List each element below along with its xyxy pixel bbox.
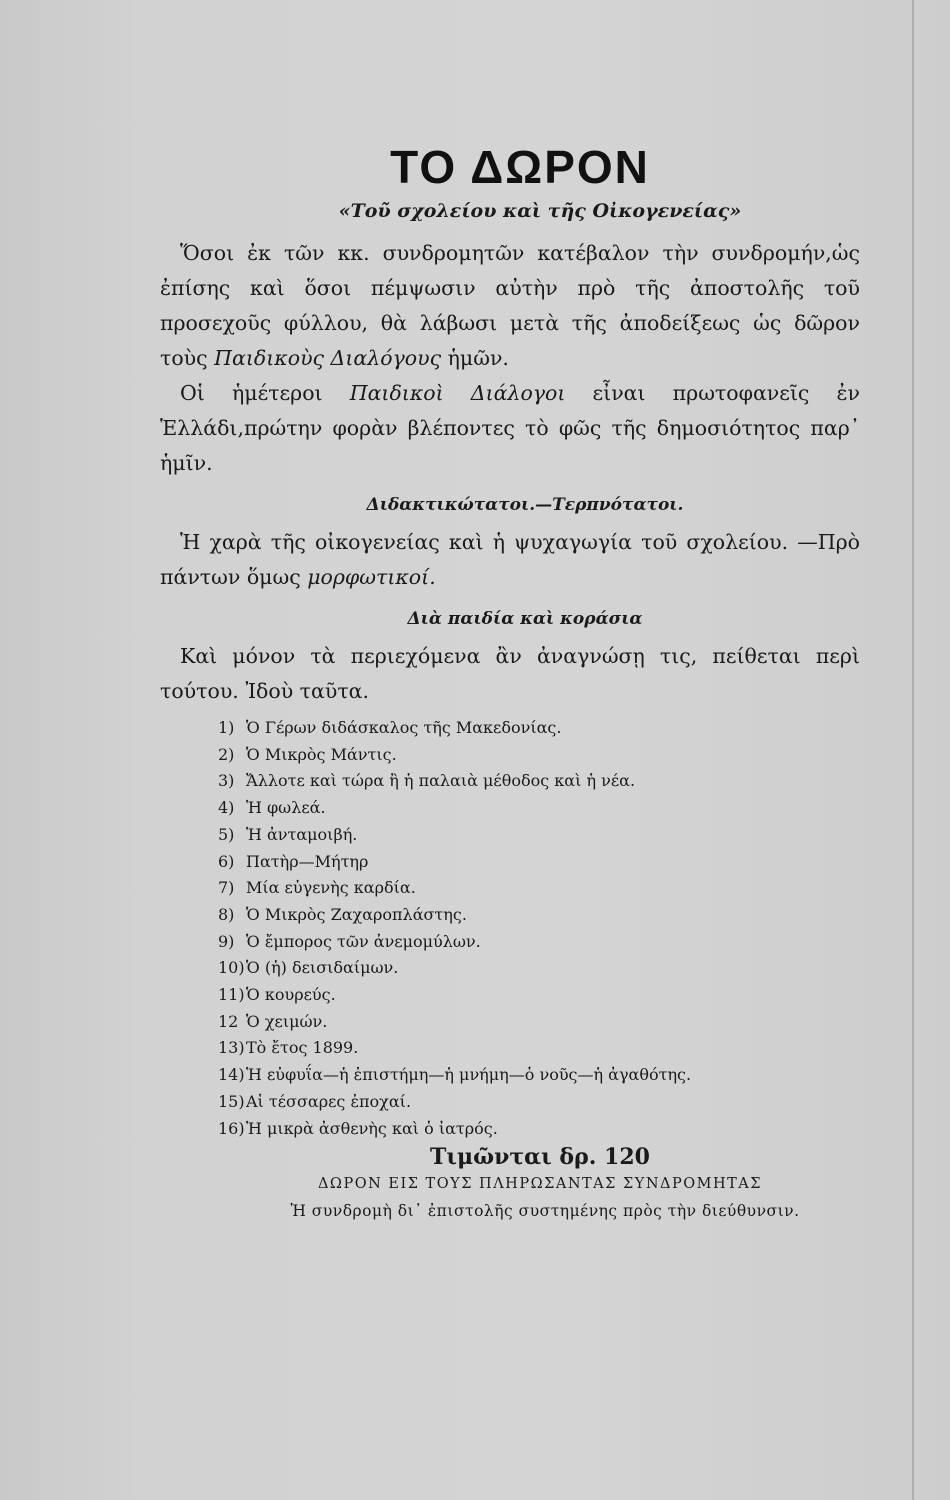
list-item <box>218 1035 860 1062</box>
list-item-number: 4) <box>218 798 235 818</box>
paragraph-text: Ἡ χαρὰ τῆς οἰκογενείας καὶ ἡ ψυχαγωγία τοῦ σχολείου. —Πρὸ πάντων ὅμως <box>160 530 860 589</box>
gift-caps-line: ΔΩΡΟΝ ΕΙΣ ΤΟΥΣ ΠΛΗΡΩΣΑΝΤΑΣ ΣΥΝΔΡΟΜΗΤΑΣ <box>317 1176 763 1193</box>
list-item-text: Ἄλλοτε καὶ τώρα ἢ ἡ παλαιὰ μέθοδος καὶ ἡ νέα. <box>246 771 636 791</box>
list-item <box>218 1089 860 1116</box>
list-item-number: 15) <box>218 1091 245 1111</box>
paragraph-joy <box>160 525 860 595</box>
list-item-number: 6) <box>218 851 235 871</box>
list-item <box>218 1009 860 1036</box>
section-heading-didactic: Διδακτικώτατοι.—Τερπνότατοι. <box>366 495 684 515</box>
page-text-block <box>160 130 860 1220</box>
list-item-text: Μία εὐγενὴς καρδία. <box>246 878 416 898</box>
list-item <box>218 795 860 822</box>
list-item <box>218 822 860 849</box>
list-item <box>218 982 860 1009</box>
list-item-text: Ὁ Γέρων διδάσκαλος τῆς Μακεδονίας. <box>246 718 562 737</box>
list-item-text: Ἡ μικρὰ ἀσθενὴς καὶ ὁ ἰατρός. <box>246 1118 498 1138</box>
page-fold-line <box>912 0 914 1500</box>
list-item-text: Ὁ Μικρὸς Ζαχαροπλάστης. <box>246 904 467 924</box>
subscription-note: Ἡ συνδρομὴ δι᾿ ἐπιστολῆς συστημένης πρὸς τὴν διεύθυνσιν. <box>290 1202 800 1221</box>
list-item-text: Ἡ φωλεά. <box>246 798 326 818</box>
list-item-text: Ἡ ἀνταμοιβή. <box>246 824 358 844</box>
page-title: ΤΟ ΔΩΡΟΝ <box>390 141 650 193</box>
italic-title-text: Παιδικοὶ Διάλογοι <box>349 381 566 405</box>
list-item-text: Ὁ κουρεύς. <box>246 985 336 1005</box>
list-item <box>218 849 860 876</box>
section-heading-children: Διὰ παιδία καὶ κοράσια <box>407 609 643 629</box>
list-item <box>218 929 860 956</box>
list-item-number: 7) <box>218 878 235 898</box>
list-item-number: 16) <box>218 1118 245 1138</box>
list-item-number: 8) <box>218 904 235 924</box>
italic-title-text: Παιδικοὺς Διαλόγους <box>214 346 442 370</box>
list-item-text: Ὁ (ἡ) δεισιδαίμων. <box>246 958 399 978</box>
list-item-text: Ὁ ἔμπορος τῶν ἀνεμομύλων. <box>246 931 481 951</box>
list-item-number: 14) <box>218 1065 245 1085</box>
list-item-text: Πατὴρ—Μήτηρ <box>246 851 369 871</box>
paragraph-text: ἡμῶν. <box>441 346 509 370</box>
list-item-text: Τὸ ἔτος 1899. <box>246 1038 359 1058</box>
paragraph-text: εἶναι πρωτοφανεῖς ἐν Ἑλλάδι,πρώτην φορὰν βλέποντες τὸ φῶς τῆς δημοσιότητος παρ᾿ ἡμῖν. <box>160 381 860 475</box>
list-item <box>218 1062 860 1089</box>
list-item-text: Αἱ τέσσαρες ἐποχαί. <box>246 1091 412 1111</box>
list-item-number: 5) <box>218 824 235 844</box>
list-item <box>218 902 860 929</box>
paragraph-contents: Καὶ μόνον τὰ περιεχόμενα ἂν ἀναγνώσῃ τις, πείθεται περὶ τούτου. Ἰδοὺ ταῦτα. <box>160 644 860 703</box>
list-item <box>218 955 860 982</box>
list-item <box>218 875 860 902</box>
list-item-number: 3) <box>218 771 235 791</box>
list-item-text: Ὁ Μικρὸς Μάντις. <box>246 744 397 764</box>
list-item <box>218 742 860 769</box>
paragraph-text: Οἱ ἡμέτεροι <box>180 381 350 405</box>
paragraph-dialogues <box>160 376 860 481</box>
italic-text: μορφωτικοί. <box>307 565 436 589</box>
paragraph-text: Ὅσοι ἐκ τῶν κκ. συνδρομητῶν κατέβαλον τὴν συνδρομήν,ὡς ἐπίσης καὶ ὅσοι πέμψωσιν αὐτὴν πρὸ τῆς ἀποστολῆς τοῦ προσεχοῦς φύλλου, θὰ λάβωσι μετὰ τῆς ἀποδείξεως ὡς δῶρον τοὺς <box>160 241 860 370</box>
paragraph-subscribers <box>160 236 860 376</box>
list-item <box>218 1116 860 1143</box>
price-line: Τιμῶνται δρ. 120 <box>430 1144 650 1171</box>
list-item-number: 9) <box>218 931 235 951</box>
list-item-number: 10) <box>218 958 245 978</box>
list-item-number: 11) <box>218 985 245 1005</box>
list-item-text: Ὁ χειμών. <box>246 1011 328 1031</box>
page-subtitle: «Τοῦ σχολείου καὶ τῆς Οἰκογενείας» <box>338 200 742 222</box>
list-item <box>218 768 860 795</box>
list-item-number: 13) <box>218 1038 245 1058</box>
list-item-number: 1) <box>218 718 235 737</box>
list-item-number: 12 <box>218 1011 239 1031</box>
list-item-text: Ἡ εὐφυΐα—ἡ ἐπιστήμη—ἡ μνήμη—ὁ νοῦς—ἡ ἀγαθότης. <box>246 1065 692 1085</box>
list-item <box>218 715 860 742</box>
list-item-number: 2) <box>218 744 235 764</box>
contents-list <box>218 715 860 1142</box>
